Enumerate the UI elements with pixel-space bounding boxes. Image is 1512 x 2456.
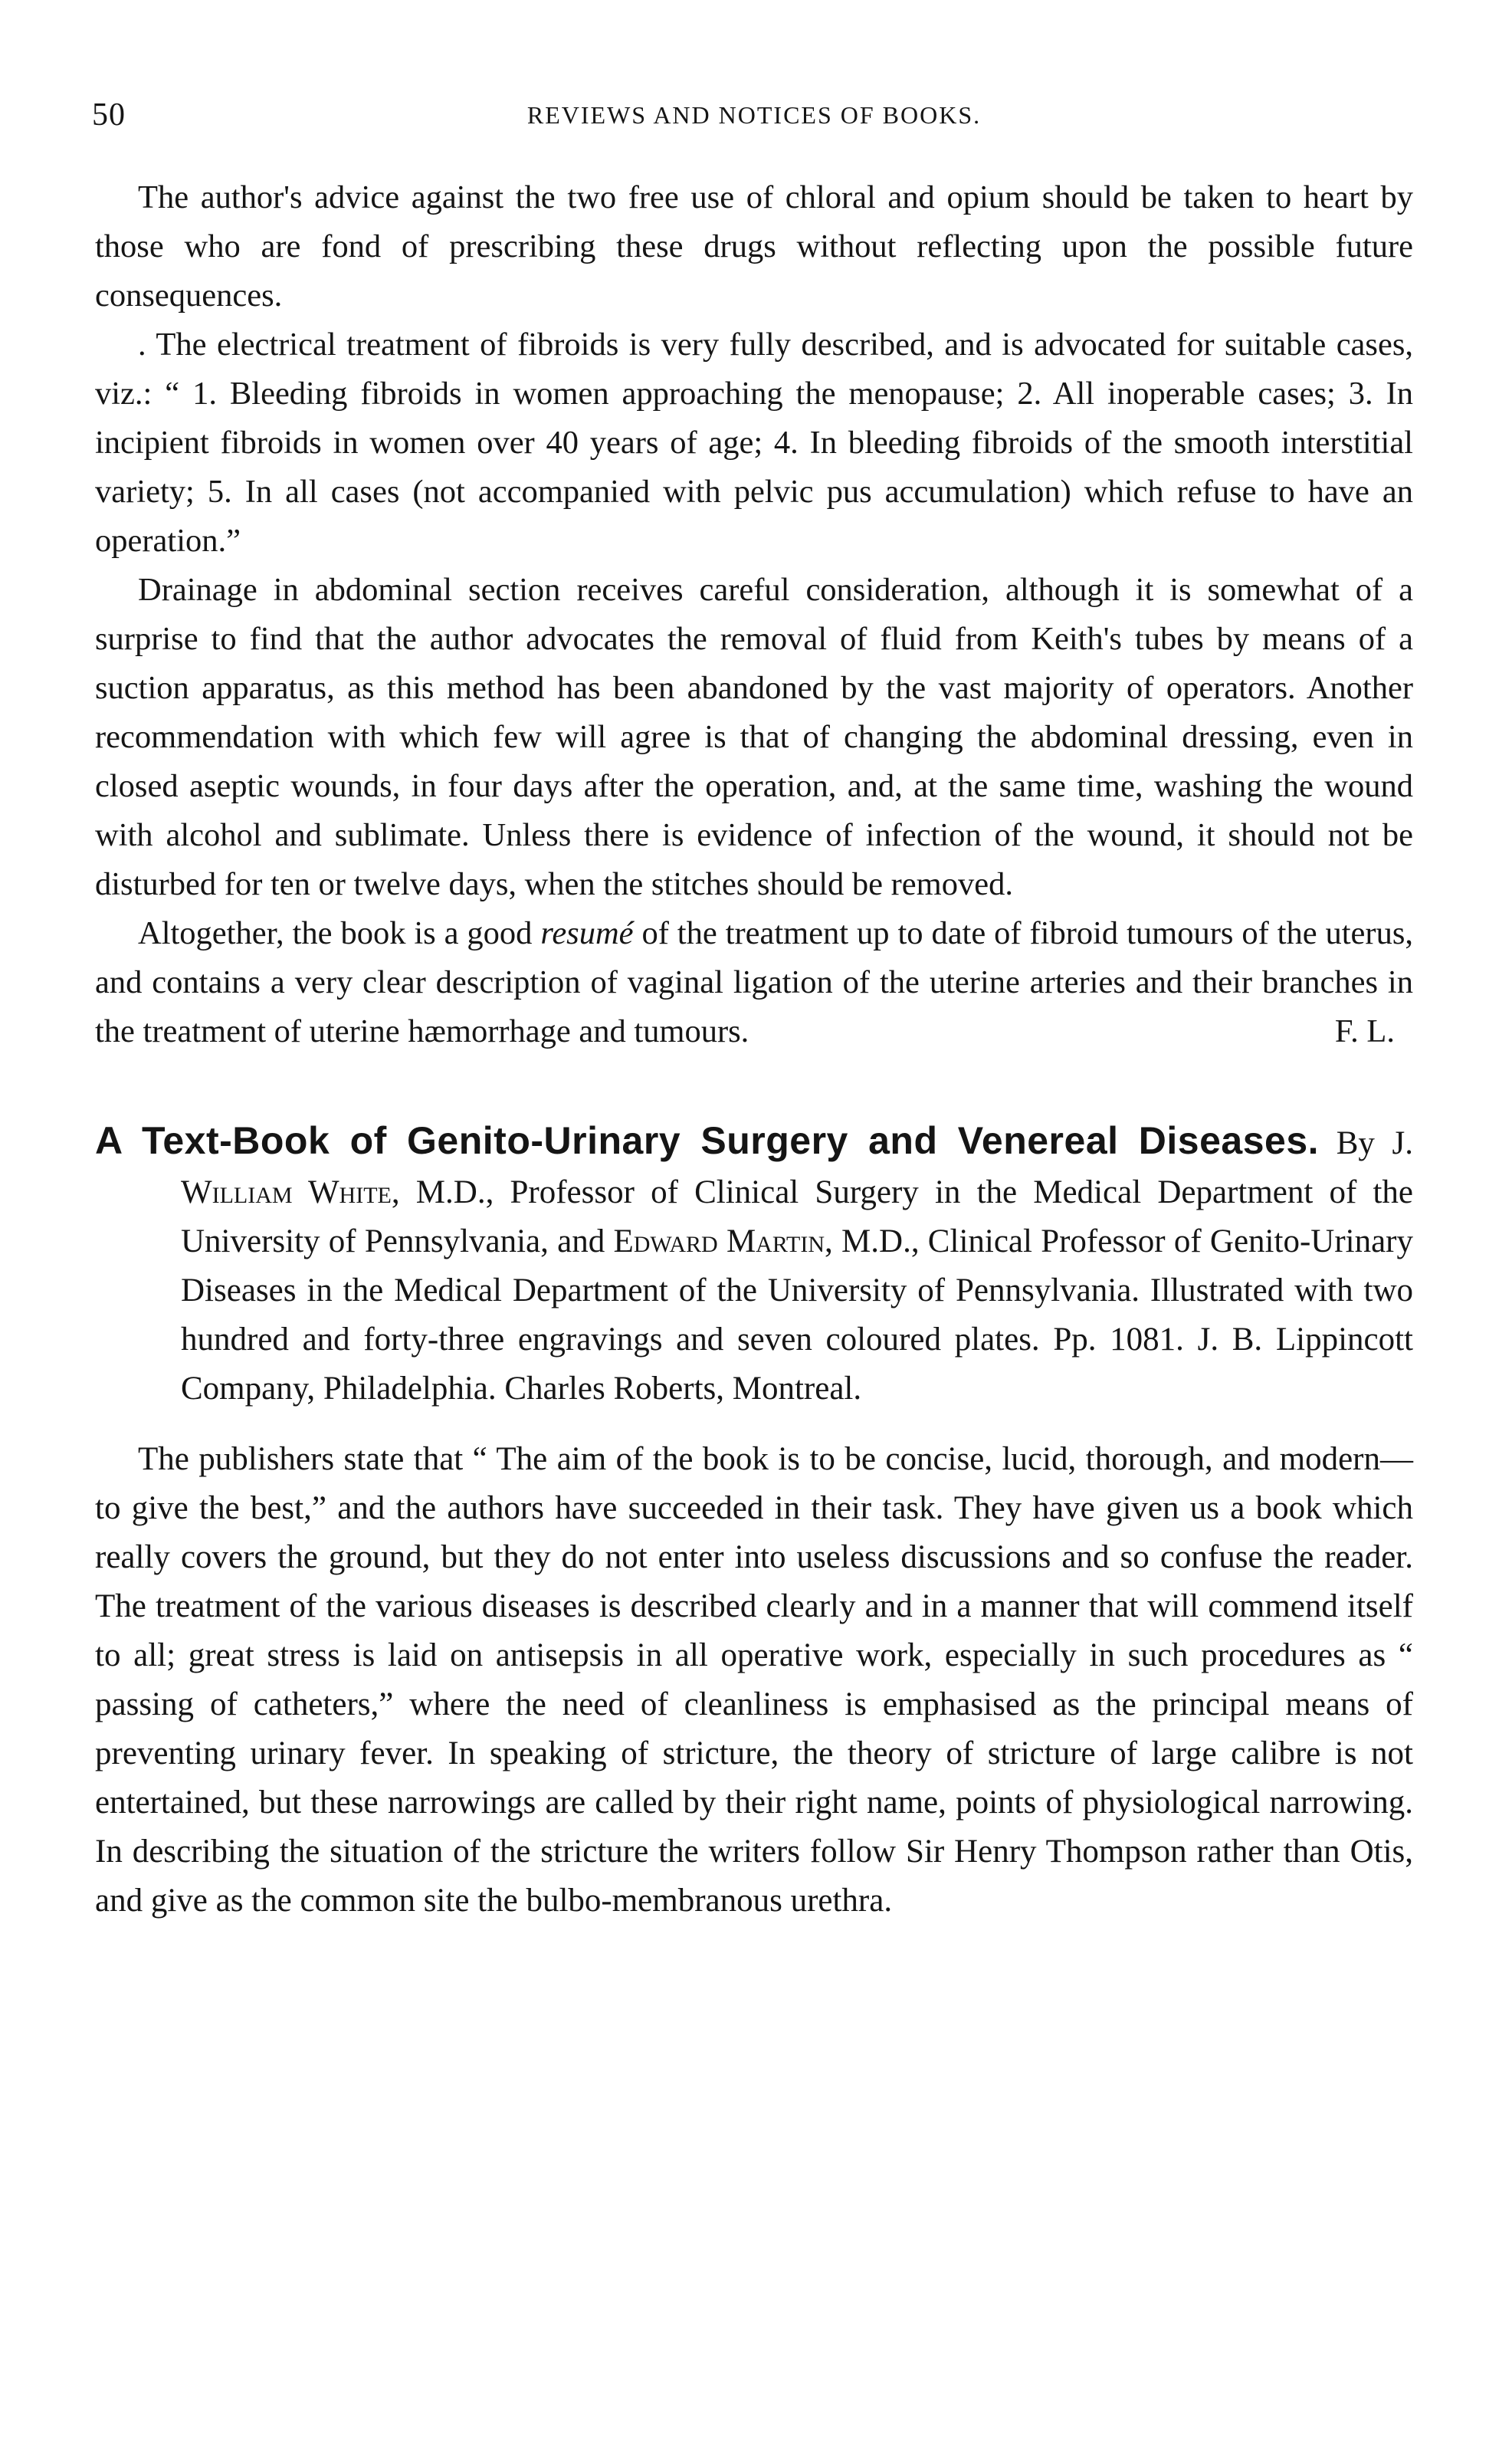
page-number: 50 bbox=[92, 97, 126, 133]
author-martin-credentials: , M.D., Clinical Professor of Genito-Urinary Diseases in the Medical Department of the University of Pennsylvania. Illustrated with two hundred and forty-three engravings and seven coloured plates. Pp. 1081. J. B. Lippincott Company, Philadelphia. Charles Roberts, Montreal. bbox=[181, 1223, 1413, 1407]
book-title: A Text-Book of Genito-Urinary Surgery and Venereal Diseases. bbox=[95, 1119, 1320, 1162]
paragraph-summary bbox=[95, 909, 1413, 1056]
review-fibroids-continuation bbox=[95, 173, 1413, 1056]
reviewer-signature: F. L. bbox=[1334, 1013, 1395, 1049]
review-genito-urinary bbox=[95, 1435, 1413, 1926]
running-head bbox=[92, 77, 1413, 133]
page bbox=[92, 77, 1414, 1926]
paragraph-drainage: Drainage in abdominal section receives careful consideration, although it is somewhat of a surprise to find that the author advocates the removal of fluid from Keith's tubes by means of a suction apparatus, as this method has been abandoned by the vast majority of operators. Another recommendation with which few will agree is that of changing the abdominal dressing, even in closed aseptic wounds, in four days after the operation, and, at the same time, washing the wound with alcohol and sublimate. Unless there is evidence of infection of the wound, it should not be disturbed for ten or twelve days, when the stitches should be removed. bbox=[95, 572, 1413, 902]
author-white-credentials: , M.D., Professor of Clinical Surgery in the Medical Department of the University of Pennsylvania, and bbox=[181, 1174, 1414, 1259]
paragraph-chloral-advice: The author's advice against the two free use of chloral and opium should be taken to heart by those who are fond of prescribing these drugs without reflecting upon the possible future consequences. bbox=[95, 179, 1413, 314]
citation-by: By J. bbox=[1319, 1125, 1413, 1161]
author-martin: Edward Martin bbox=[613, 1223, 825, 1259]
summary-text-end: of the treatment up to date of fibroid tumours of the uterus, and contains a very clear description of vaginal ligation of the uterine arteries and their branches in the treatment of uterine hæmorrhage and tumours. bbox=[95, 915, 1413, 1049]
paragraph-electrical-treatment: . The electrical treatment of fibroids is very fully described, and is advocated for suitable cases, viz.: “ 1. Bleeding fibroids in women approaching the menopause; 2. All inoperable cases; 3. In incipient fibroids in women over 40 years of age; 4. In bleeding fibroids of the smooth interstitial variety; 5. In all cases (not accompanied with pelvic pus accumulation) which refuse to have an operation.” bbox=[95, 327, 1413, 559]
paragraph-review-body: The publishers state that “ The aim of the book is to be concise, lucid, thorough, and modern—to give the best,” and the authors have succeeded in their task. They have given us a book which really covers the ground, but they do not enter into useless discussions and so confuse the reader. The treatment of the various diseases is described clearly and in a manner that will commend itself to all; great stress is laid on antisepsis in all operative work, especially in such procedures as “ passing of catheters,” where the need of cleanliness is emphasised as the principal means of preventing urinary fever. In speaking of stricture, the theory of stricture of large calibre is not entertained, but these narrowings are called by their right name, points of physiological narrowing. In describing the situation of the stricture the writers follow Sir Henry Thompson rather than Otis, and give as the common site the bulbo-membranous urethra. bbox=[95, 1441, 1413, 1919]
running-title: REVIEWS AND NOTICES OF BOOKS. bbox=[526, 101, 982, 129]
summary-italic-resume: resumé bbox=[540, 915, 634, 951]
author-white: William White bbox=[181, 1174, 392, 1210]
summary-text-start: Altogether, the book is a good bbox=[138, 915, 541, 951]
book-citation bbox=[95, 1116, 1413, 1414]
